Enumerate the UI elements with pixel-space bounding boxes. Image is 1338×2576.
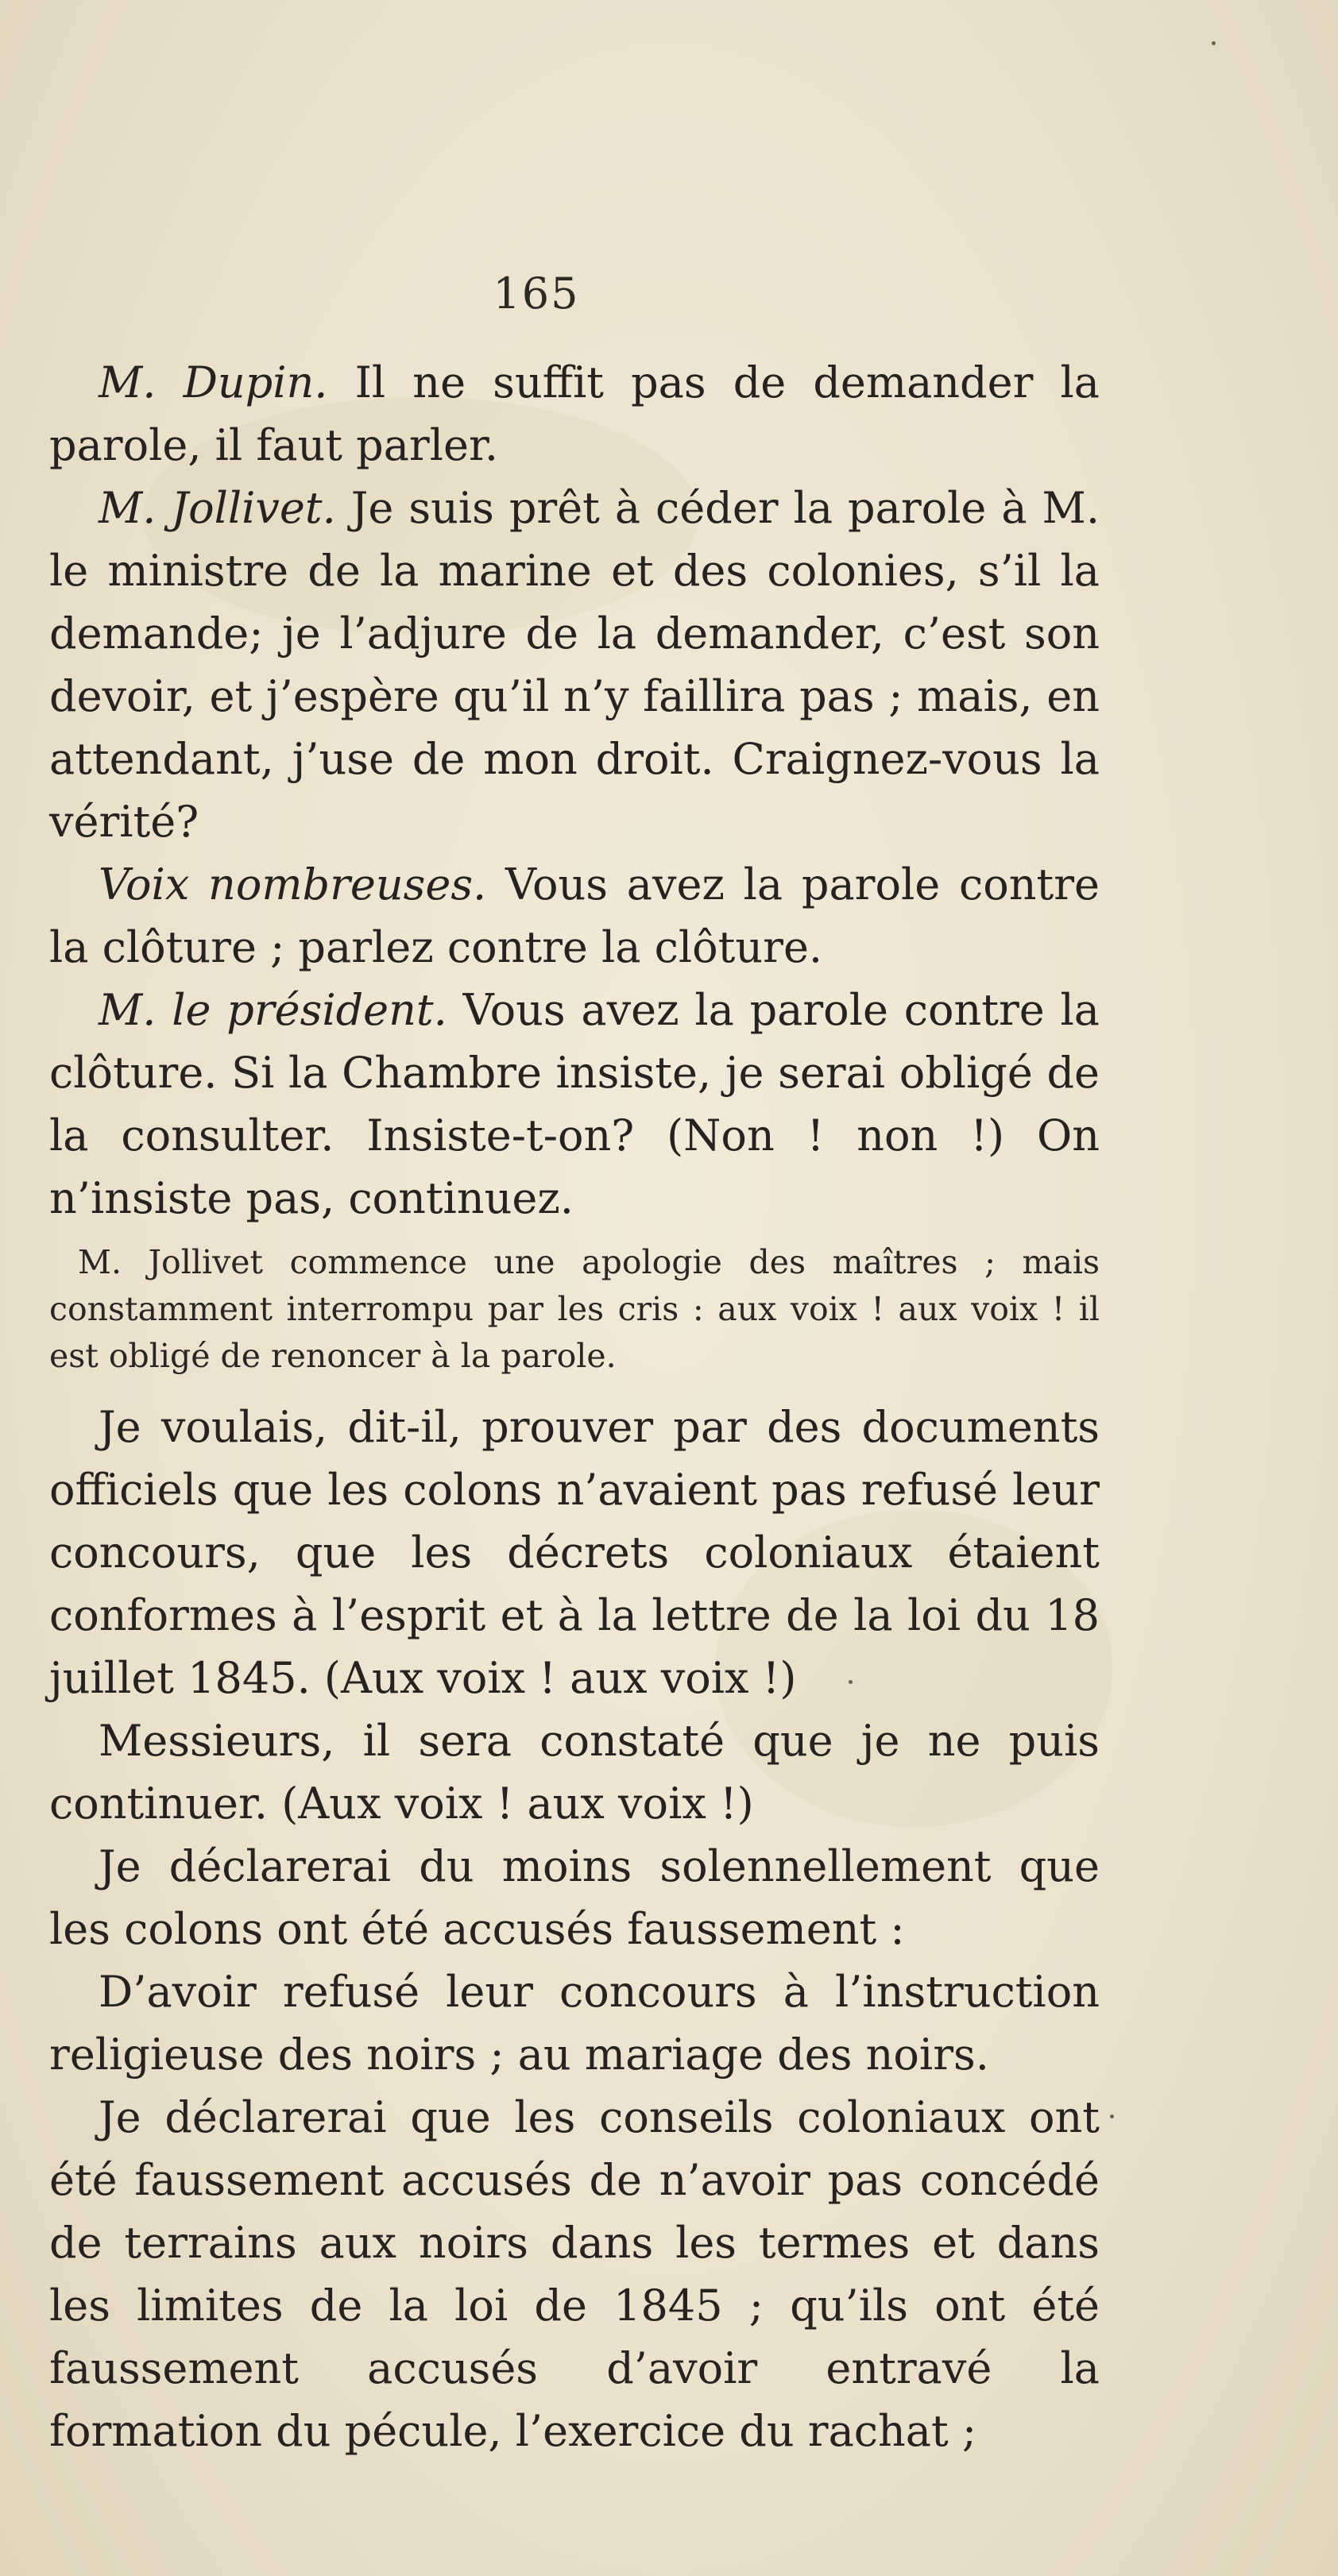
paragraph-text: Il ne suffit pas de demander la parole, il faut parler. xyxy=(49,357,1100,470)
speaker-name: M. Jollivet. xyxy=(99,483,336,533)
speaker-name: M. le président. xyxy=(99,985,447,1035)
speech-paragraph: Je déclarerai que les conseils coloniaux ont été faussement accusés de n’avoir pas concédé de terrains aux noirs dans les termes et dans les limites de la loi de 1845 ; qu’ils ont été faussement accusés d’avoir entravé la formation du pécule, l’exercice du rachat ; xyxy=(49,2092,1100,2456)
page-number: 165 xyxy=(493,268,580,319)
speaker-name: M. Dupin. xyxy=(99,357,328,407)
paragraph-text: Vous avez la parole contre la clôture. Si la Chambre insiste, je serai obligé de la consulter. Insiste-t-on? (Non ! non !) On n’insiste pas, continuez. xyxy=(49,985,1100,1223)
paper-speck xyxy=(1212,41,1216,45)
speaker-name: Voix nombreuses. xyxy=(99,859,487,910)
paragraph-text: Je suis prêt à céder la parole à M. le ministre de la marine et des colonies, s’il la demande; je l’adjure de la demander, c’est son devoir, et j’espère qu’il n’y faillira pas ; mais, en attendant, j’use de mon droit. Craignez-vous la vérité? xyxy=(49,483,1100,847)
speech-paragraph: D’avoir refusé leur concours à l’instruction religieuse des noirs ; au mariage des noirs. xyxy=(49,1967,1100,2080)
paper-speck xyxy=(1110,2114,1114,2118)
page-body xyxy=(49,351,1100,2462)
paragraph-voix-nombreuses xyxy=(49,853,1100,979)
speech-paragraph: Je déclarerai du moins solennellement que les colons ont été accusés faussement : xyxy=(49,1841,1100,1954)
paragraph-jollivet xyxy=(49,477,1100,853)
editorial-note: M. Jollivet commence une apologie des maîtres ; mais constamment interrompu par les cris : aux voix ! aux voix ! il est obligé de renoncer à la parole. xyxy=(49,1243,1100,1375)
paragraph-president xyxy=(49,979,1100,1230)
speech-paragraph: Messieurs, il sera constaté que je ne puis continuer. (Aux voix ! aux voix !) xyxy=(49,1716,1100,1829)
speech-paragraph: Je voulais, dit-il, prouver par des documents officiels que les colons n’avaient pas refusé leur concours, que les décrets coloniaux étaient conformes à l’esprit et à la lettre de la loi du 18 juillet 1845. (Aux voix ! aux voix !) xyxy=(49,1402,1100,1703)
paragraph-dupin xyxy=(49,351,1100,477)
paragraph-text: Vous avez la parole contre la clôture ; parlez contre la clôture. xyxy=(49,859,1100,972)
